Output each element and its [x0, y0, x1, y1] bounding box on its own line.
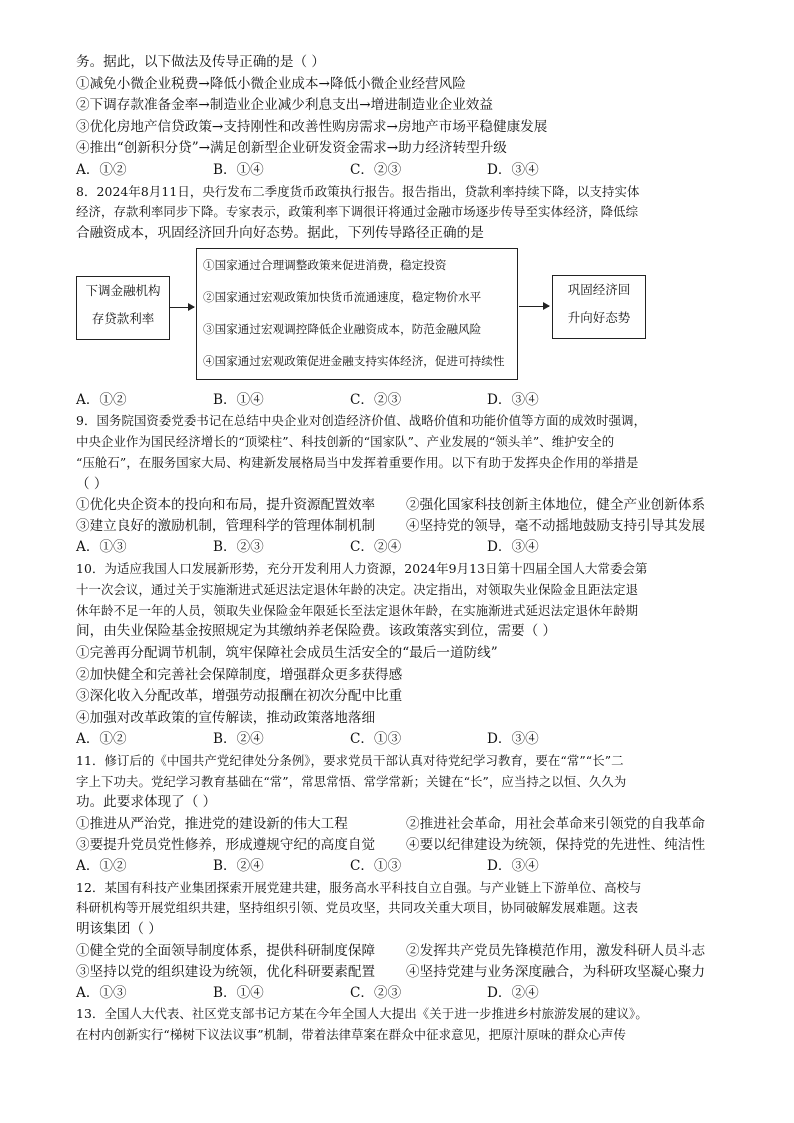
option-d: D．③④	[487, 161, 539, 178]
statement-item: ③坚持以党的组织建设为统领，优化科研要素配置	[76, 963, 376, 980]
question-13	[76, 1004, 718, 1046]
diagram-path-item: ①国家通过合理调整政策来促进消费，稳定投资	[203, 257, 447, 272]
diagram-start-line: 存贷款利率	[91, 310, 155, 326]
option-a: A．①②	[76, 858, 127, 875]
question-stem-line: 12．某国有科技产业集团探索开展党建共建，服务高水平科技自立自强。与产业链上下游单位、高校与	[76, 879, 642, 895]
statement-item: ①优化央企资本的投向和布局，提升资源配置效率	[76, 497, 376, 514]
option-a: A．①②	[76, 161, 127, 178]
question-stem-line: 13．全国人大代表、社区党支部书记方某在今年全国人大提出《关于进一步推进乡村旅游发展的建议》。	[76, 1006, 648, 1022]
question-stem-line: 字上下功夫。党纪学习教育基础在“常”，常思常悟、常学常新；关键在“长”，应当持之以恒、久久为	[76, 773, 627, 789]
option-d: D．③④	[487, 731, 539, 748]
question-stem-line: 十一次会议，通过关于实施渐进式延迟法定退休年龄的决定。决定指出，对领取失业保险金且距法定退	[76, 581, 639, 597]
statement-grid	[76, 495, 718, 537]
question-stem-line: 在村内创新实行“梯树下议法议事”机制，带着法律草案在群众中征求意见，把原汁原味的群众心声传	[76, 1027, 626, 1043]
question-stem: 务。据此，以下做法及传导正确的是（ ）	[76, 54, 326, 70]
question-stem-line: 明该集团（ ）	[76, 921, 162, 938]
option-d: D．③④	[487, 539, 539, 556]
statement-grid	[76, 814, 718, 856]
option-a: A．①②	[76, 391, 127, 408]
question-stem-line: 科研机构等开展党组织共建，坚持组织引领、党员攻坚，共同攻关重大项目，协同破解发展难题。这表	[76, 900, 639, 916]
diagram-end-line: 升向好态势	[567, 309, 631, 325]
question-stem-line: “压舱石”，在服务国家大局、构建新发展格局当中发挥着重要作用。以下有助于发挥央企作用的举措是	[76, 454, 639, 470]
statement-item: ②推进社会革命，用社会革命来引领党的自我革命	[406, 816, 706, 833]
question-stem-line: （ ）	[76, 475, 108, 492]
statement-grid	[76, 941, 718, 983]
option-b: B．①④	[213, 391, 264, 408]
question-stem-line: 10．为适应我国人口发展新形势，充分开发利用人力资源，2024年9月13日第十四届全国人大常委会第	[76, 560, 648, 576]
statement-item: ②下调存款准备金率→制造业企业减少利息支出→增进制造业企业效益	[76, 97, 493, 114]
option-a: A．①③	[76, 984, 127, 1001]
question-11	[76, 751, 718, 878]
question-stem-line: 中央企业作为国民经济增长的“顶梁柱”、科技创新的“国家队”、产业发展的“领头羊”、维护安全的	[76, 434, 615, 450]
statement-item: ③深化收入分配改革，增强劳动报酬在初次分配中比重	[76, 688, 403, 705]
option-a: A．①③	[76, 539, 127, 556]
statement-item: ①完善再分配调节机制，筑牢保障社会成员生活安全的“最后一道防线”	[76, 644, 498, 661]
question-10	[76, 559, 718, 751]
diagram-path-item: ③国家通过宏观调控降低企业融资成本，防范金融风险	[203, 321, 482, 336]
question-stem-line: 8．2024年8月11日，央行发布二季度货币政策执行报告。报告指出，贷款利率持续下降，以支持实体	[76, 183, 640, 199]
question-stem-line: 合融资成本，巩固经济回升向好态势。据此，下列传导路径正确的是	[76, 225, 484, 242]
answer-options	[76, 856, 718, 878]
option-b: B．②③	[213, 539, 264, 556]
question-stem-line: 9．国务院国资委党委书记在总结中央企业对创造经济价值、战略价值和功能价值等方面的成效时强调，	[76, 413, 647, 429]
option-d: D．③④	[487, 391, 539, 408]
option-c: C．①③	[350, 731, 402, 748]
option-c: C．②③	[350, 161, 402, 178]
statement-item: ③要提升党员党性修养，形成遵规守纪的高度自觉	[76, 837, 376, 854]
diagram-end-line: 巩固经济回	[567, 281, 631, 297]
diagram-middle-box	[196, 248, 518, 380]
statement-item: ②强化国家科技创新主体地位，健全产业创新体系	[406, 497, 706, 514]
option-c: C．②④	[350, 539, 402, 556]
question-stem-line: 经济，存款利率同步下降。专家表示，政策利率下调很讦将通过金融市场逐步传导至实体经济，降低综	[76, 204, 639, 220]
statement-item: ①减免小微企业税费→降低小微企业成本→降低小微企业经营风险	[76, 75, 466, 92]
option-b: B．②④	[213, 731, 264, 748]
statement-item: ③优化房地产信贷政策→支持刚性和改善性购房需求→房地产市场平稳健康发展	[76, 118, 548, 135]
option-b: B．①④	[213, 984, 264, 1001]
statement-item: ④要以纪律建设为统领，保持党的先进性、纯洁性	[406, 837, 706, 854]
exam-page	[76, 52, 718, 1046]
option-d: D．②④	[487, 984, 539, 1001]
diagram-path-item: ④国家通过宏观政策促进金融支持实体经济，促进可持续性	[203, 353, 505, 368]
question-stem-line: 11．修订后的《中国共产党纪律处分条例》，要求党员干部认真对待党纪学习教育，要在“常”“长”二	[76, 752, 624, 768]
option-c: C．②③	[350, 984, 402, 1001]
question-8	[76, 182, 718, 412]
option-a: A．①②	[76, 731, 127, 748]
question-stem-line: 休年龄不足一年的人员，领取失业保险金年限延长至法定退休年龄，在实施渐进式延迟法定退休年龄期	[76, 602, 639, 618]
statement-item: ④加强对改革政策的宣传解读，推动政策落地落细	[76, 709, 376, 726]
question-stem-line: 功。此要求体现了（ ）	[76, 794, 217, 811]
question-7	[76, 52, 718, 182]
answer-options	[76, 983, 718, 1005]
diagram-end-box	[552, 275, 646, 339]
question-stem-line: 间，由失业保险基金按照规定为其缴纳养老保险费。该政策落实到位，需要（ ）	[76, 623, 557, 640]
statement-item: ③建立良好的激励机制，管理科学的管理体制机制	[76, 518, 376, 535]
arrow-right-icon	[519, 306, 549, 307]
answer-options	[76, 729, 718, 751]
option-c: C．①③	[350, 858, 402, 875]
question-9	[76, 411, 718, 559]
question-12	[76, 878, 718, 1005]
answer-options	[76, 160, 718, 182]
statement-item: ①推进从严治党，推进党的建设新的伟大工程	[76, 816, 348, 833]
diagram-start-box	[76, 276, 170, 340]
option-c: C．②③	[350, 391, 402, 408]
diagram-path-item: ②国家通过宏观政策加快货币流通速度，稳定物价水平	[203, 289, 482, 304]
statement-item: ②发挥共产党员先锋模范作用，激发科研人员斗志	[406, 942, 706, 959]
statement-item: ①健全党的全面领导制度体系，提供科研制度保障	[76, 942, 376, 959]
answer-options	[76, 537, 718, 559]
transmission-diagram	[76, 248, 718, 386]
option-d: D．③④	[487, 858, 539, 875]
statement-item: ④坚持党的领导，毫不动摇地鼓励支持引导其发展	[406, 518, 706, 535]
diagram-start-line: 下调金融机构	[85, 282, 161, 298]
statement-item: ②加快健全和完善社会保障制度，增强群众更多获得感	[76, 666, 403, 683]
option-b: B．①④	[213, 161, 264, 178]
option-b: B．②④	[213, 858, 264, 875]
answer-options	[76, 390, 718, 412]
arrow-right-icon	[170, 307, 194, 308]
statement-item: ④坚持党建与业务深度融合，为科研攻坚凝心聚力	[406, 963, 706, 980]
statement-item: ④推出“创新积分贷”→满足创新型企业研发资金需求→助力经济转型升级	[76, 140, 507, 157]
